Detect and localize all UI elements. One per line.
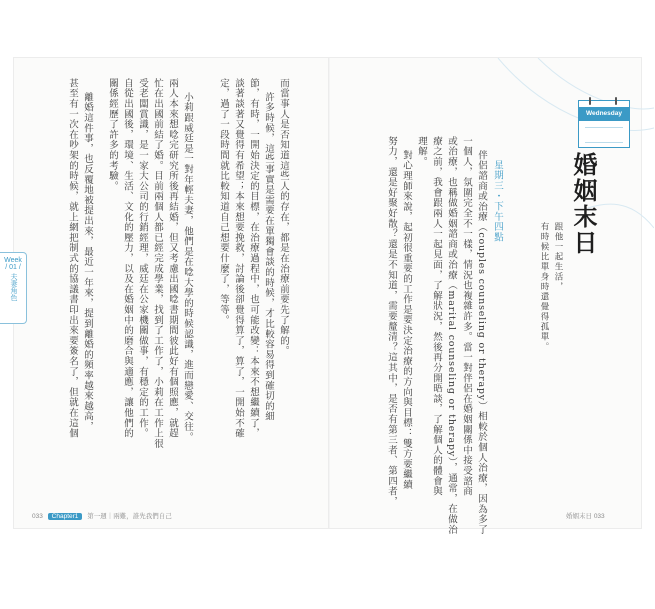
right-column-1: 伴侶諮商或治療（couples counseling or therapy）相較於個人治療，因為多了 xyxy=(476,150,487,535)
week-tab-line3: 夫妻角色 xyxy=(10,273,17,301)
left-footer xyxy=(32,511,172,520)
right-page-number: 033 xyxy=(593,513,605,520)
day-label: 星期三・下午四點 xyxy=(492,160,503,243)
left-column-4: 談著談著又覺得有希望；本來想要挽救，討論後卻覺得算了，算了，一開始不確 xyxy=(233,78,244,439)
left-column-3: 節，有時，一開始決定的目標，在治療過程中，也可能改變：本來不想繼續了， xyxy=(248,78,259,439)
subtitle-line-2: 有時候比單身時還覺得孤單。 xyxy=(539,222,549,352)
subtitle-line-1: 跟他一起生活， xyxy=(553,222,563,292)
left-column-7: 小莉跟威廷是一對年輕夫妻，他們是在唸大學的時候認識，進而戀愛、交往。 xyxy=(182,92,193,443)
right-column-2: 一個人，氛圍完全不一樣，情況也複雜許多。當一對伴侶在婚姻關係中接受諮商 xyxy=(461,136,472,497)
left-column-14: 離婚這件事，也反覆地被提出來，最近一年來，提到離婚的頻率越來越高， xyxy=(82,92,93,432)
left-column-2: 許多時候，這些事實是需要在單獨會談的時候，才比較容易得到確切的細 xyxy=(263,92,274,422)
calendar-label: Wednesday xyxy=(579,107,629,121)
left-column-9: 忙在出國前結了婚。目前兩個人都已經完成學業，找到了工作了，小莉在工作上很 xyxy=(152,78,163,449)
left-column-1: 而當事人是否知道這些人的存在，都是在治療前要先了解的。 xyxy=(278,78,289,357)
left-column-12: 關係經歷了許多的考驗。 xyxy=(107,78,118,192)
left-column-11: 自從出國後，環境、生活、文化的壓力，以及在婚姻中的磨合與適應，讓他們的 xyxy=(122,78,133,439)
right-column-6: 對心理師來說，起初很重要的工作是要決定治療的方向與目標：雙方要繼續 xyxy=(401,150,412,490)
left-column-5: 定，過了一段時間就比較知道自己想要什麼了，等等。 xyxy=(218,78,229,326)
left-column-15: 甚至有一次在吵架的時候，就上網把制式的協議書印出來要簽名了，但就在這個 xyxy=(67,78,78,439)
right-column-7: 努力，還是好聚好散？還是不知道，需要釐清？這其中，是否有第三者、第四者， xyxy=(386,136,397,507)
right-column-5: 理解。 xyxy=(416,136,427,167)
calendar-ring xyxy=(615,97,617,105)
week-tab xyxy=(0,252,27,324)
right-running-title: 婚姻末日 xyxy=(566,513,594,520)
left-page-number: 033 xyxy=(32,513,43,520)
calendar-ring xyxy=(589,97,591,105)
week-tab-line1: Week xyxy=(4,257,22,264)
right-column-3: 或治療，也稱做婚姻諮商或治療（marital counseling or therapy），通常，在做治 xyxy=(446,136,457,535)
chapter-running-title: 第一週｜兩難，誰先我們自己 xyxy=(87,513,172,520)
week-tab-line2: / 01 / xyxy=(5,264,21,271)
book-spine xyxy=(328,58,330,528)
chapter-badge: Chapter1 xyxy=(48,513,83,520)
right-footer xyxy=(566,511,605,520)
right-column-4: 療之前，我會跟兩人一起見面，了解狀況，然後再分開晤談，了解個人的體會與 xyxy=(431,136,442,497)
left-column-8: 兩人本來想唸完研究所後再結婚，但又考慮出國唸書期間彼此好有個照應，就趕 xyxy=(167,78,178,439)
left-column-10: 受老闆賞識，是一家大公司的行銷經理，威廷在公家機關做事，有穩定的工作。 xyxy=(137,78,148,439)
calendar-lines xyxy=(585,127,623,143)
calendar-icon xyxy=(578,100,630,148)
chapter-title: 婚姻末日 xyxy=(569,152,598,256)
